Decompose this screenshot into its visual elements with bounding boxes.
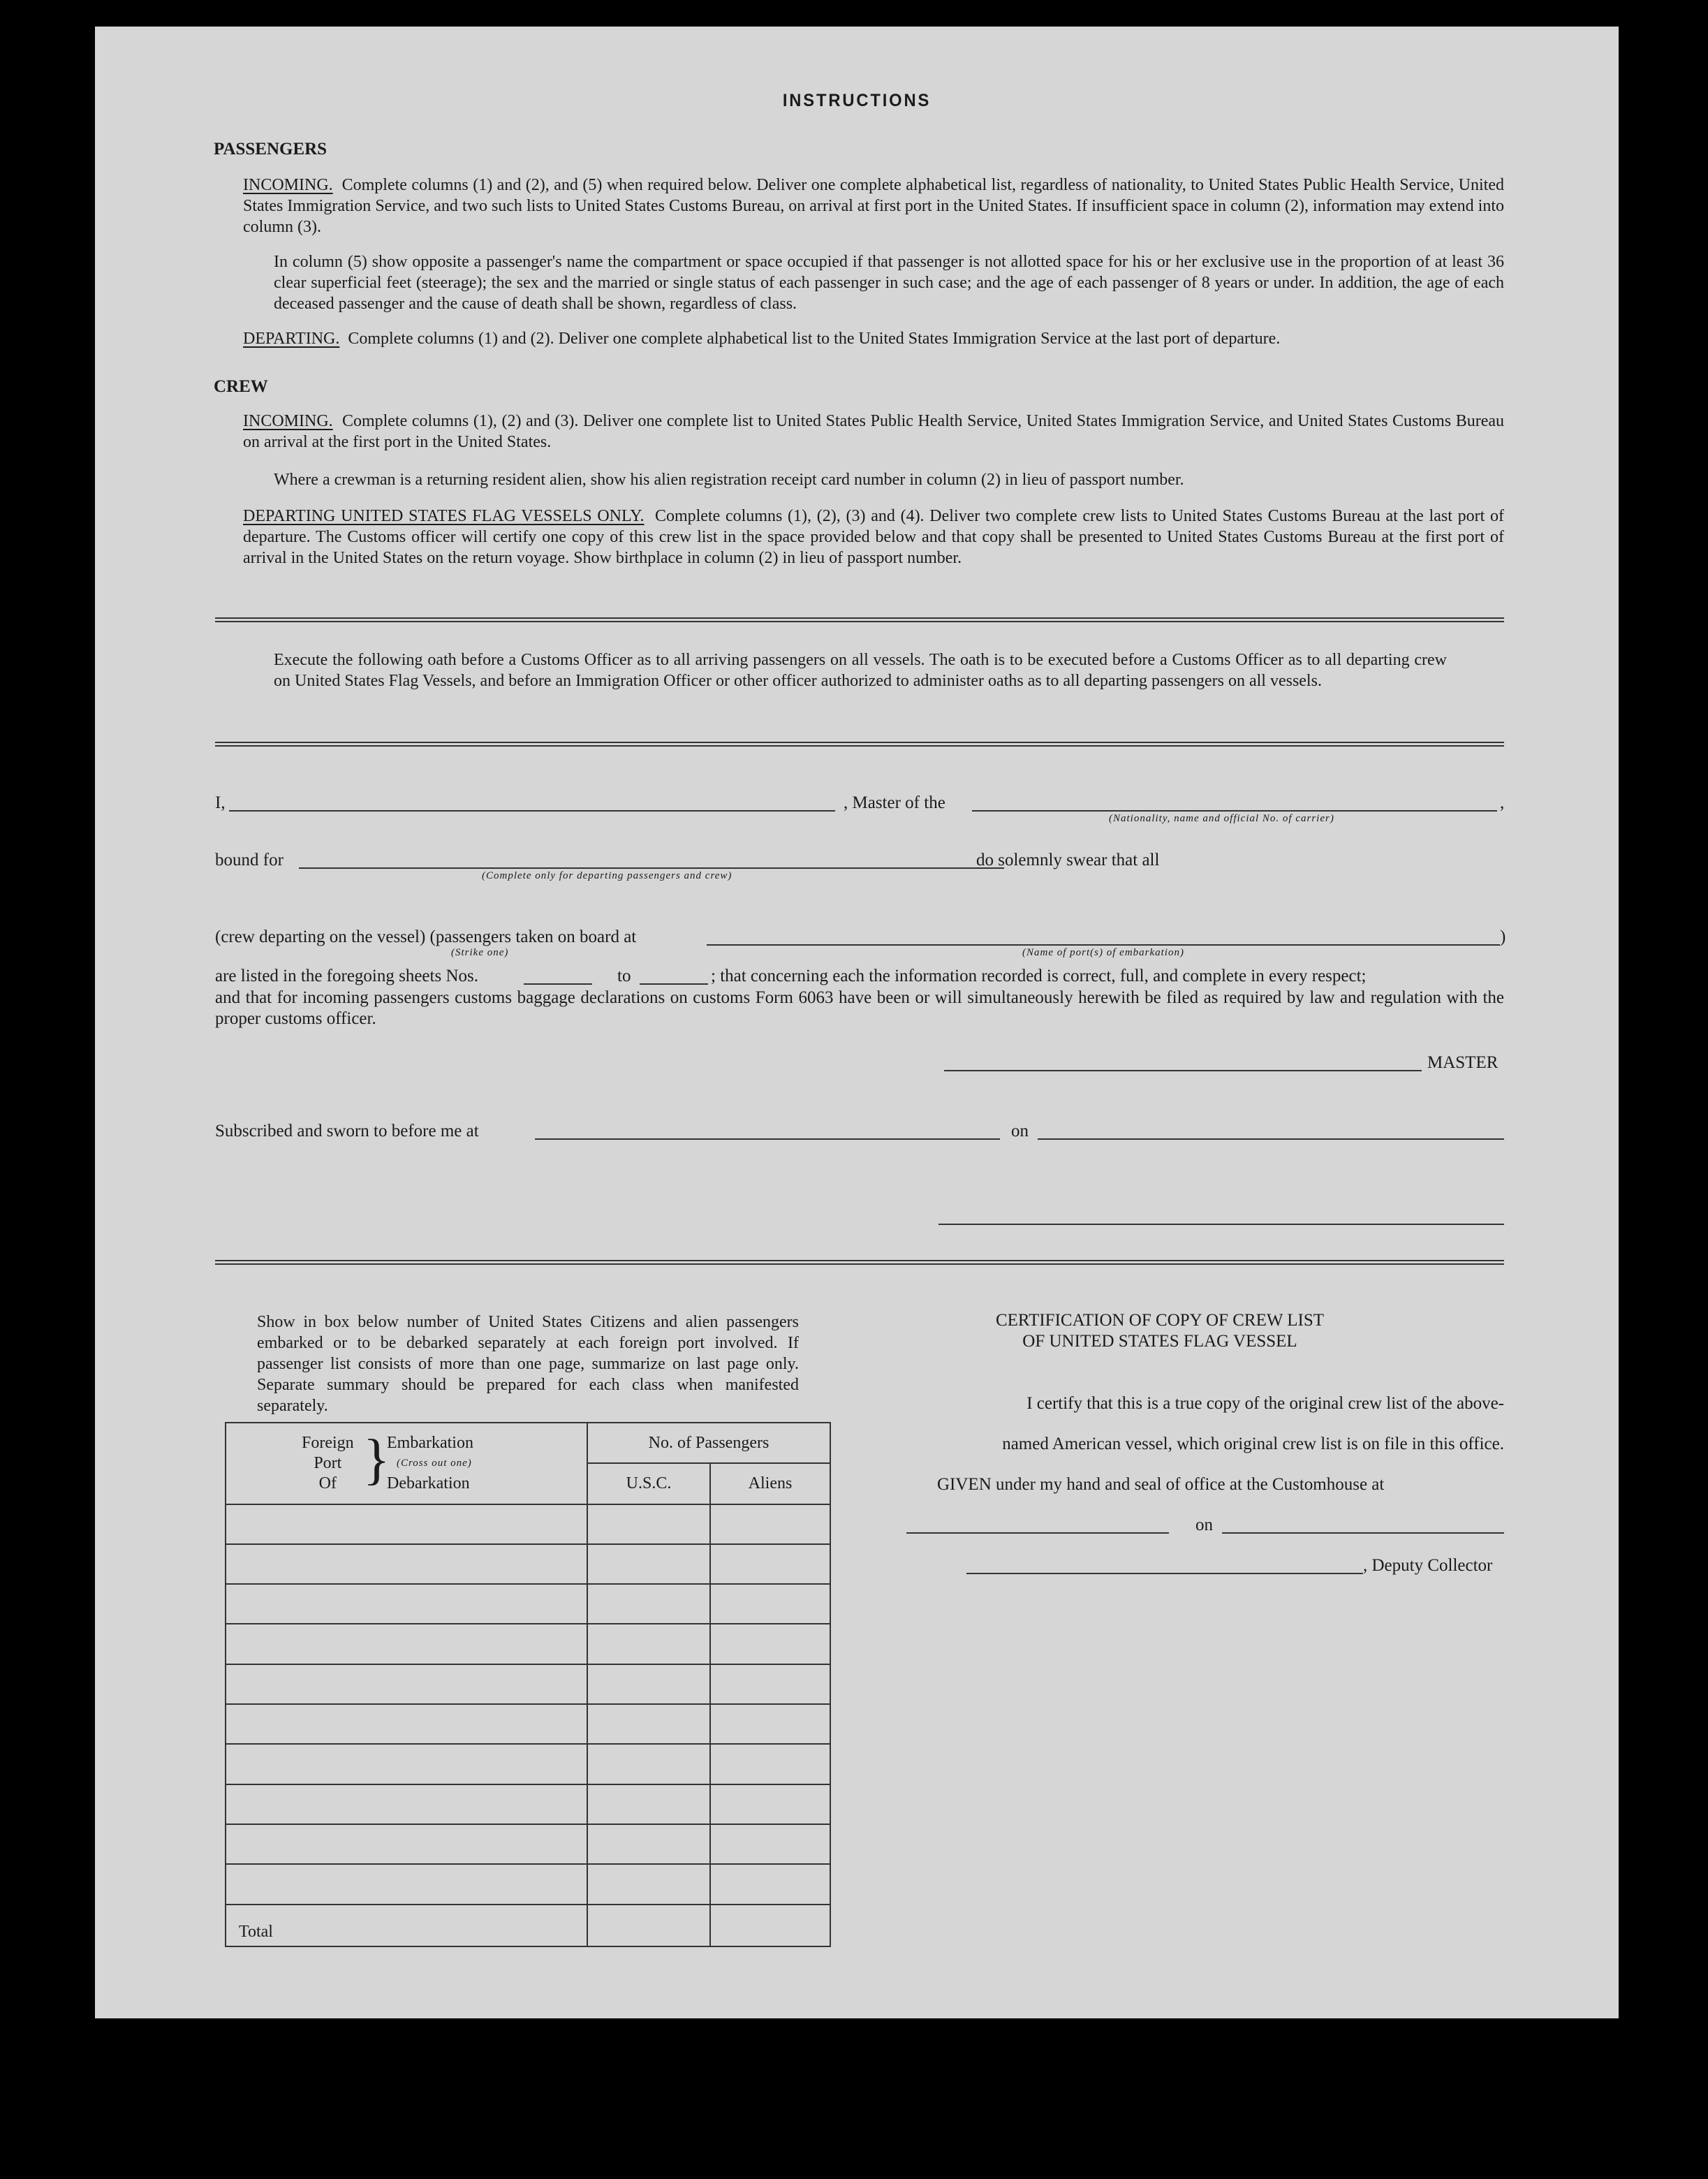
port-cell[interactable] [226, 1584, 587, 1624]
aliens-total-cell[interactable] [710, 1905, 830, 1946]
table-row [226, 1784, 830, 1824]
table-row [226, 1704, 830, 1744]
carrier-caption: (Nationality, name and official No. of carrier) [1109, 813, 1334, 824]
crew-incoming-paragraph [243, 411, 1504, 453]
certification-text-line2: named American vessel, which original crew list is on file in this office. [1002, 1435, 1504, 1453]
oath-instructions: Execute the following oath before a Customs Officer as to all arriving passengers on all vessels. The oath is to be executed before a Customs Officer as to all departing crew on United States Flag Vessels, and before an Immigration Officer or other officer authorized to administer oaths as to all departing passengers on all vessels. [274, 651, 1447, 690]
section-divider [215, 1260, 1504, 1265]
crew-departing-label: DEPARTING UNITED STATES FLAG VESSELS ONLY. [243, 507, 645, 525]
passengers-departing-text: Complete columns (1) and (2). Deliver one complete alphabetical list to the United States Immigration Service at the last port of departure. [348, 330, 1281, 348]
passengers-heading: PASSENGERS [214, 140, 327, 159]
certification-title-line2: OF UNITED STATES FLAG VESSEL [1022, 1332, 1297, 1351]
table-row [226, 1544, 830, 1584]
aliens-cell[interactable] [710, 1704, 830, 1744]
certification-text-line1: I certify that this is a true copy of the original crew list of the above- [1026, 1394, 1504, 1413]
page-title: INSTRUCTIONS [782, 91, 932, 110]
passengers-departing-label: DEPARTING. [243, 330, 340, 348]
crew-passengers-label: (crew departing on the vessel) (passengers taken on board at [215, 927, 637, 946]
aliens-cell[interactable] [710, 1624, 830, 1664]
passengers-incoming-paragraph [243, 175, 1504, 237]
usc-cell[interactable] [587, 1544, 710, 1584]
certification-on-label: on [1195, 1516, 1213, 1534]
deputy-signature-field[interactable] [966, 1573, 1363, 1574]
usc-header: U.S.C. [587, 1463, 710, 1504]
table-row [226, 1504, 830, 1544]
crew-heading: CREW [214, 377, 268, 396]
aliens-cell[interactable] [710, 1504, 830, 1544]
usc-cell[interactable] [587, 1624, 710, 1664]
crew-departing-text: Complete columns (1), (2), (3) and (4). Deliver two complete crew lists to United States Customs Bureau at the last port of departure. The Customs officer will certify one copy of this crew list in the space provided below and that copy shall be presented to United States Customs Bureau at the first port of arrival in the United States on the return voyage. Show birthplace in column (2) in lieu of passport number. [243, 507, 1504, 567]
usc-cell[interactable] [587, 1584, 710, 1624]
crew-incoming-text: Complete columns (1), (2) and (3). Deliver one complete list to United States Public Health Service, United States Immigration Service, and United States Customs Bureau on arrival at the first port in the United States. [243, 412, 1505, 451]
table-row [226, 1864, 830, 1904]
usc-cell[interactable] [587, 1704, 710, 1744]
usc-cell[interactable] [587, 1664, 710, 1704]
debarkation-label: Debarkation [387, 1474, 470, 1492]
sheet-from-field[interactable] [524, 983, 592, 985]
sworn-place-field[interactable] [535, 1138, 1000, 1140]
usc-cell[interactable] [587, 1744, 710, 1784]
passengers-column5-paragraph: In column (5) show opposite a passenger's name the compartment or space occupied if that passenger is not allotted space for his or her exclusive use in the proportion of at least 36 clear superficial feet (steerage); the sex and the married or single status of each passenger in such case; and the age of each passenger of 8 years or under. In addition, the age of each deceased passenger and the cause of death shall be shown, regardless of class. [274, 253, 1504, 313]
certification-text-line3: GIVEN under my hand and seal of office at the Customhouse at [937, 1475, 1385, 1494]
crew-resident-paragraph: Where a crewman is a returning resident alien, show his alien registration receipt card number in column (2) in lieu of passport number. [274, 471, 1184, 489]
port-cell[interactable] [226, 1544, 587, 1584]
aliens-cell[interactable] [710, 1544, 830, 1584]
usc-cell[interactable] [587, 1824, 710, 1864]
port-cell[interactable] [226, 1864, 587, 1904]
oath-i-label: I, [215, 793, 226, 812]
subscribed-label: Subscribed and sworn to before me at [215, 1122, 479, 1140]
usc-total-cell[interactable] [587, 1905, 710, 1946]
port-cell[interactable] [226, 1824, 587, 1864]
bound-for-label: bound for [215, 851, 284, 870]
close-paren: ) [1500, 927, 1506, 946]
port-label: Port [314, 1454, 342, 1472]
aliens-cell[interactable] [710, 1784, 830, 1824]
master-label: MASTER [1427, 1053, 1499, 1072]
table-row [226, 1744, 830, 1784]
embarkation-label: Embarkation [387, 1434, 473, 1452]
deputy-collector-label: , Deputy Collector [1363, 1556, 1493, 1575]
aliens-cell[interactable] [710, 1824, 830, 1864]
sheets-to-label: to [617, 967, 631, 985]
aliens-cell[interactable] [710, 1584, 830, 1624]
certification-date-field[interactable] [1222, 1532, 1504, 1534]
certification-title-line1: CERTIFICATION OF COPY OF CREW LIST [995, 1311, 1325, 1330]
passengers-departing-paragraph [243, 328, 1504, 349]
table-row [226, 1624, 830, 1664]
aliens-cell[interactable] [710, 1664, 830, 1704]
carrier-comma: , [1500, 793, 1505, 812]
aliens-cell[interactable] [710, 1744, 830, 1784]
section-divider [215, 742, 1504, 747]
certification-title [888, 1310, 1431, 1352]
passengers-incoming-label: INCOMING. [243, 176, 333, 194]
port-cell[interactable] [226, 1664, 587, 1704]
ports-caption: (Name of port(s) of embarkation) [1022, 947, 1184, 958]
cross-out-caption: (Cross out one) [397, 1458, 472, 1469]
customhouse-field[interactable] [906, 1532, 1169, 1534]
aliens-cell[interactable] [710, 1864, 830, 1904]
passengers-incoming-text: Complete columns (1) and (2), and (5) when required below. Deliver one complete alphabetical list, regardless of nationality, to United States Public Health Service, United States Immigration Service, and two such lists to United States Customs Bureau, on arrival at first port in the United States. If insufficient space in column (2), information may extend into column (3). [243, 176, 1505, 236]
sheets-prefix: are listed in the foregoing sheets Nos. [215, 967, 478, 985]
crew-incoming-label: INCOMING. [243, 412, 333, 430]
foreign-label: Foreign [302, 1434, 354, 1452]
usc-cell[interactable] [587, 1784, 710, 1824]
form-sheet [95, 27, 1619, 2018]
of-label: Of [318, 1474, 337, 1492]
passengers-count-header: No. of Passengers [587, 1423, 830, 1463]
brace-glyph: } [363, 1429, 390, 1490]
port-cell[interactable] [226, 1784, 587, 1824]
port-header-cell [226, 1423, 587, 1504]
total-label: Total [226, 1905, 587, 1946]
aliens-header: Aliens [710, 1463, 830, 1504]
strike-one-caption: (Strike one) [451, 947, 509, 958]
sworn-on-label: on [1011, 1122, 1029, 1140]
carrier-field[interactable] [972, 810, 1497, 812]
passenger-summary-table [225, 1422, 831, 1947]
table-row [226, 1584, 830, 1624]
port-cell[interactable] [226, 1504, 587, 1544]
crew-departing-paragraph [243, 506, 1504, 568]
port-header-right [387, 1433, 473, 1494]
sheet-to-field[interactable] [640, 983, 708, 985]
bound-for-field[interactable] [299, 867, 1004, 869]
declarations-text: and that for incoming passengers customs baggage declarations on customs Form 6063 have been or will simultaneously herewith be filed as required by law and regulation with the proper customs officer. [215, 988, 1504, 1028]
embarkation-ports-field[interactable] [707, 944, 1500, 946]
section-divider [215, 617, 1504, 622]
sworn-date-field[interactable] [1038, 1138, 1504, 1140]
port-cell[interactable] [226, 1704, 587, 1744]
port-cell[interactable] [226, 1624, 587, 1664]
swear-text: do solemnly swear that all [976, 851, 1160, 870]
officer-signature-field[interactable] [938, 1224, 1504, 1225]
port-cell[interactable] [226, 1744, 587, 1784]
table-row [226, 1824, 830, 1864]
usc-cell[interactable] [587, 1504, 710, 1544]
bound-for-caption: (Complete only for departing passengers and crew) [482, 870, 732, 881]
summary-instructions: Show in box below number of United States Citizens and alien passengers embarked or to be debarked separately at each foreign port involved. If passenger list consists of more than one page, summarize on last page only. Separate summary should be prepared for each class when manifested separately. [257, 1313, 799, 1415]
table-row [226, 1664, 830, 1704]
total-row [226, 1905, 830, 1946]
master-name-field[interactable] [229, 810, 835, 812]
port-header-left [302, 1433, 354, 1494]
sheets-rest-text: ; that concerning each the information recorded is correct, full, and complete in every respect; [711, 967, 1367, 985]
master-of-the-label: , Master of the [844, 793, 945, 812]
usc-cell[interactable] [587, 1864, 710, 1904]
master-signature-field[interactable] [944, 1070, 1422, 1071]
